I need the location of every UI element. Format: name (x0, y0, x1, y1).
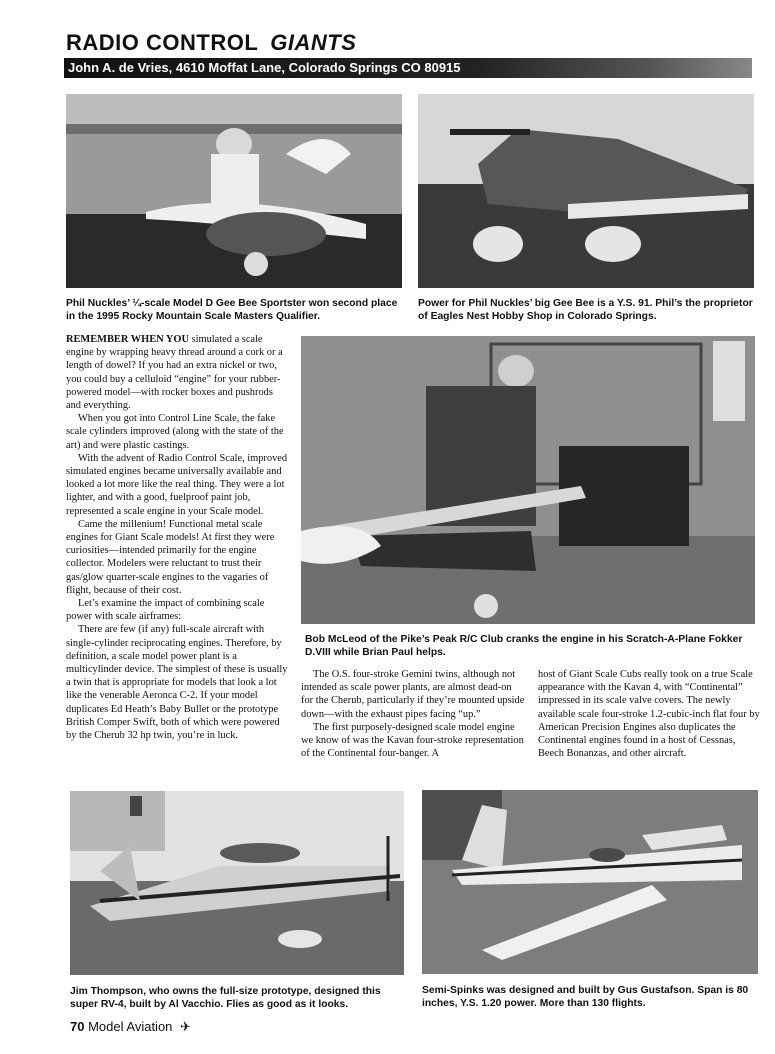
page-number: 70 (70, 1019, 85, 1034)
photo-gee-bee-sportster (66, 94, 402, 288)
article-column-2 (301, 668, 526, 760)
paragraph-7: The O.S. four-stroke Gemini twins, although not intended as scale power plants, are almost dead-on for the Cherub, particularly if they’re mounted upside down—with the exhaust pipes facing “up.” (301, 669, 525, 720)
title-giants: GIANTS (270, 30, 357, 55)
page-footer (70, 1019, 191, 1035)
article-column-3 (538, 668, 760, 760)
caption-photo5: Semi-Spinks was designed and built by Gus Gustafson. Span is 80 inches, Y.S. 1.20 power. More than 130 flights. (422, 985, 749, 1009)
paragraph-4: Came the millenium! Functional metal scale engines for Giant Scale models! At first they were curiosities—intended primarily for the engine collector. Modelers were reluctant to trust their gas/glow quarter-scale engines to the vagaries of flight, because of their cost. (66, 518, 275, 596)
airplane-icon: ✈ (180, 1019, 191, 1034)
caption-photo1: Phil Nuckles’ ¼-scale Model D Gee Bee Sportster won second place in the 1995 Rocky Mountain Scale Masters Qualifier. (66, 298, 398, 322)
author-bar (64, 58, 752, 78)
photo-fokker-dviii (301, 336, 755, 624)
column-title (66, 30, 356, 56)
photo-semi-spinks (422, 790, 758, 974)
magazine-name: Model Aviation (88, 1019, 173, 1034)
paragraph-1: REMEMBER WHEN YOU simulated a scale engine by wrapping heavy thread around a cork or a length of dowel? If you had an extra nickel or two, you could buy a celluloid “engine” for your rubber-powered model—with rocker boxes and pushrods and everything. (66, 334, 283, 412)
paragraph-3: With the advent of Radio Control Scale, improved simulated engines became universally available and looked a lot more like the real thing. They were a lot lighter, and with a good, fuelproof paint job, represented a scale engine in your Scale model. (66, 452, 288, 517)
paragraph-5: Let’s examine the impact of combining scale power with scale airframes: (66, 598, 265, 623)
photo-rv4 (70, 791, 404, 975)
author-address: John A. de Vries, 4610 Moffat Lane, Colorado Springs CO 80915 (68, 60, 461, 75)
caption-photo2: Power for Phil Nuckles’ big Gee Bee is a Y.S. 91. Phil’s the proprietor of Eagles Nest Hobby Shop in Colorado Springs. (418, 298, 753, 322)
lead-in: REMEMBER WHEN YOU (66, 334, 189, 345)
paragraph-8: The first purposely-designed scale model engine we know of was the Kavan four-stroke representation of the Continental four-banger. A (301, 721, 524, 760)
paragraph-9: host of Giant Scale Cubs really took on a true Scale appearance with the Kavan 4, with “Continental” impressed in its scale valve covers. The newly available scale four-stroke 1.2-cubic-inch flat four by American Precision Engines also duplicates the Continental engines found in a host of Cessnas, Beech Bonanzas, and other aircraft. (538, 669, 760, 760)
paragraph-2: When you got into Control Line Scale, the fake scale cylinders improved (along with the state of the art) and were plastic castings. (66, 413, 284, 451)
photo-gee-bee-runway (418, 94, 754, 288)
caption-photo4: Jim Thompson, who owns the full-size prototype, designed this super RV-4, built by Al Vacchio. Flies as good as it looks. (70, 986, 381, 1010)
title-radio-control: RADIO CONTROL (66, 30, 259, 55)
caption-photo3: Bob McLeod of the Pike’s Peak R/C Club cranks the engine in his Scratch-A-Plane Fokker D.VIII while Brian Paul helps. (305, 634, 743, 658)
article-column-1 (66, 333, 290, 742)
paragraph-6: There are few (if any) full-scale aircraft with single-cylinder reciprocating engines. Therefore, by definition, a scale model power plant is a multicylinder device. The simplest of these is usually a twin that is appropriate for models that look a lot like the venerable Aeronca C-2. If your model duplicates Ed Heath’s Baby Bullet or the prototype British Comper Swift, both of which were powered by the Cherub 32 hp twin, you’re in luck. (66, 624, 288, 742)
